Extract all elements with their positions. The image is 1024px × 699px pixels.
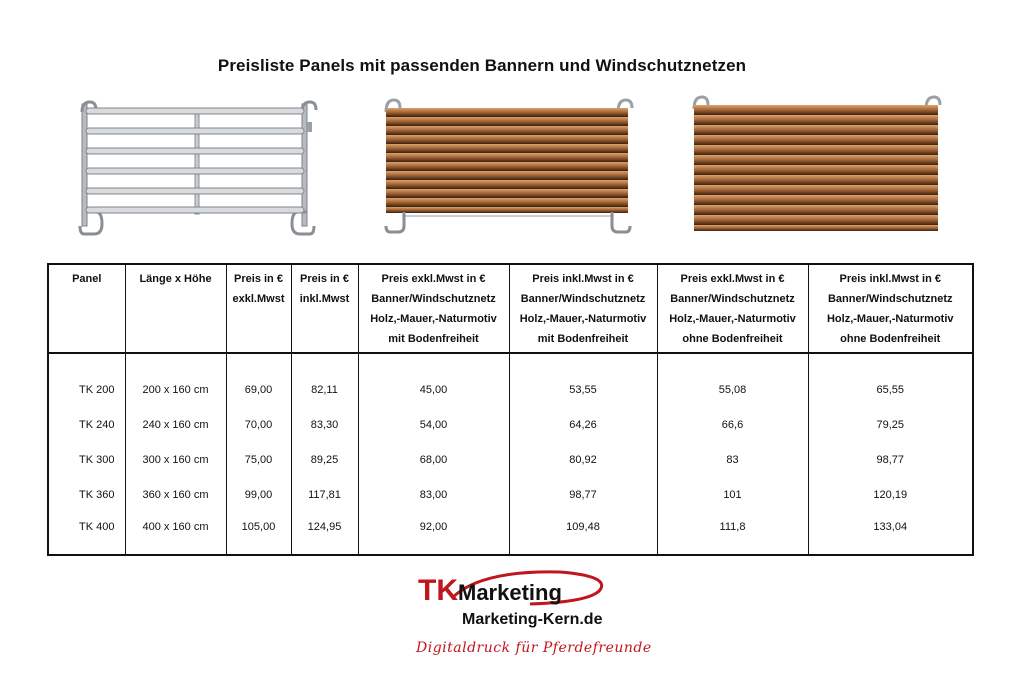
table-cell: TK 300 [48,442,125,477]
table-cell: 360 x 160 cm [125,477,226,512]
column-header [125,264,226,353]
column-header-line: mit Bodenfreiheit [537,333,629,345]
table-cell: 92,00 [358,512,509,555]
table-cell: 200 x 160 cm [125,353,226,407]
page-title: Preisliste Panels mit passenden Bannern und Windschutznetzen [217,56,747,75]
logo-brand-marketing: Marketing [458,580,562,605]
column-header [291,264,358,353]
column-header-line: Holz,-Mauer,-Naturmotiv [370,313,497,325]
column-header-line: Banner/Windschutznetz [371,293,496,305]
column-header-line: Banner/Windschutznetz [670,293,795,305]
table-cell: 82,11 [291,353,358,407]
table-cell: TK 200 [48,353,125,407]
column-header [808,264,973,353]
table-row [48,407,973,442]
table-cell: TK 360 [48,477,125,512]
table-cell: 83,00 [358,477,509,512]
table-row [48,477,973,512]
table-cell: 111,8 [657,512,808,555]
column-header-line: exkl.Mwst [232,293,285,305]
logo-brand-tk: TK [418,574,458,607]
table-cell: 75,00 [226,442,291,477]
table-cell: 124,95 [291,512,358,555]
wood-banner-panel-without-ground-clearance-icon [690,95,946,237]
table-cell: 120,19 [808,477,973,512]
table-cell: 80,92 [509,442,657,477]
column-header [657,264,808,353]
table-cell: 83,30 [291,407,358,442]
column-header-line: inkl.Mwst [299,293,350,305]
table-cell: 70,00 [226,407,291,442]
column-header [509,264,657,353]
column-header-line: Banner/Windschutznetz [827,293,953,305]
column-header-line: Preis inkl.Mwst in € [532,273,634,285]
column-header-line: Preis inkl.Mwst in € [839,273,941,285]
table-cell: 45,00 [358,353,509,407]
column-header-line: Holz,-Mauer,-Naturmotiv [826,313,954,325]
table-row [48,353,973,407]
column-header [358,264,509,353]
tk-marketing-logo [410,568,652,688]
table-cell: 240 x 160 cm [125,407,226,442]
table-cell: 66,6 [657,407,808,442]
column-header-line: Preis exkl.Mwst in € [680,273,785,285]
price-table [47,263,974,556]
table-cell: 109,48 [509,512,657,555]
table-cell: 98,77 [808,442,973,477]
table-cell: 54,00 [358,407,509,442]
logo-website: Marketing-Kern.de [462,611,603,628]
column-header-line: Holz,-Mauer,-Naturmotiv [519,313,647,325]
column-header-line: Banner/Windschutznetz [520,293,646,305]
table-cell: TK 400 [48,512,125,555]
column-header-line: Holz,-Mauer,-Naturmotiv [669,313,796,325]
table-cell: 64,26 [509,407,657,442]
column-header-line: Preis in € [234,273,283,285]
table-cell: 98,77 [509,477,657,512]
table-cell: 99,00 [226,477,291,512]
table-cell: 101 [657,477,808,512]
logo-slogan: Digitaldruck für Pferdefreunde [416,640,652,656]
table-cell: 300 x 160 cm [125,442,226,477]
wood-banner-panel-with-ground-clearance-icon [382,98,638,240]
table-cell: 79,25 [808,407,973,442]
table-cell: 400 x 160 cm [125,512,226,555]
table-cell: 68,00 [358,442,509,477]
table-cell: TK 240 [48,407,125,442]
column-header-line: Länge x Höhe [139,273,212,285]
column-header-line: Preis in € [300,273,349,285]
table-cell: 105,00 [226,512,291,555]
table-cell: 55,08 [657,353,808,407]
table-cell: 89,25 [291,442,358,477]
table-cell: 133,04 [808,512,973,555]
table-cell: 69,00 [226,353,291,407]
table-header-row [48,264,973,353]
table-row [48,512,973,555]
table-cell: 83 [657,442,808,477]
column-header [48,264,125,353]
table-row [48,442,973,477]
column-header-line: ohne Bodenfreiheit [840,333,941,345]
logo-brand [418,574,562,608]
column-header-line: Panel [72,273,102,285]
table-cell: 65,55 [808,353,973,407]
column-header-line: ohne Bodenfreiheit [682,333,783,345]
metal-panel-icon [74,100,324,240]
column-header-line: Preis exkl.Mwst in € [381,273,486,285]
table-cell: 53,55 [509,353,657,407]
column-header [226,264,291,353]
table-cell: 117,81 [291,477,358,512]
column-header-line: mit Bodenfreiheit [388,333,479,345]
